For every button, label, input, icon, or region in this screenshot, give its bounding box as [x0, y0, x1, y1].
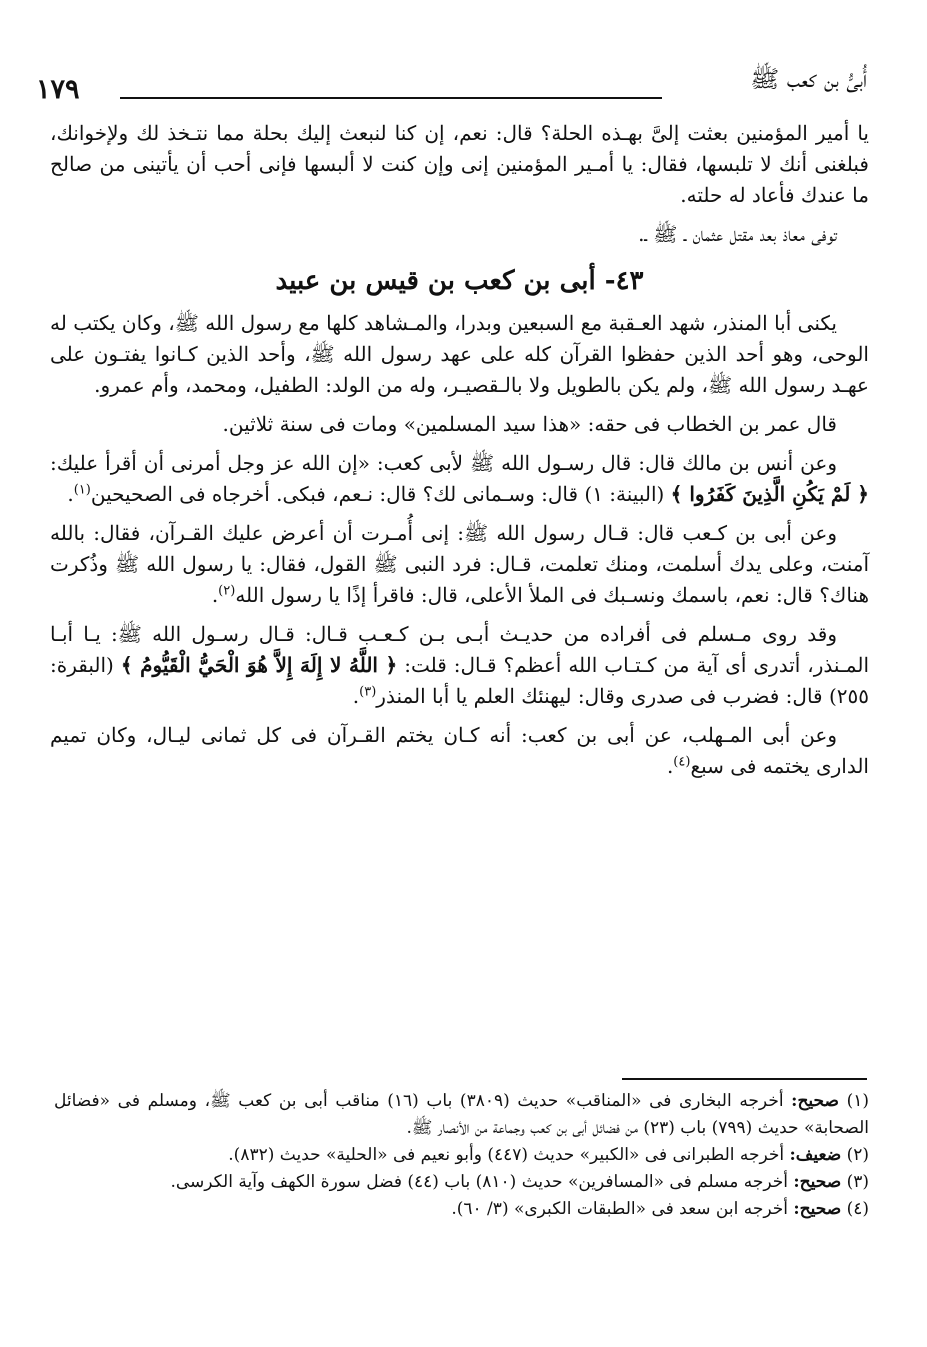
- footnote: [54, 1196, 869, 1223]
- footnote: [54, 1142, 869, 1169]
- page-header: [36, 64, 867, 108]
- paragraph-text: (البقرة: ٢٥٥) قال: فضرب فى صدرى وقال: ليهنئك العلم يا أبا المنذر: [50, 653, 869, 708]
- footnote-grade: صحيح:: [793, 1199, 842, 1219]
- paragraph: [50, 518, 869, 611]
- footnote-text: أخرجه الطبرانى فى «الكبير» حديث (٤٤٧) وأبو نعيم فى «الحلية» حديث (٨٣٢).: [228, 1145, 790, 1165]
- footnote: [54, 1088, 869, 1142]
- paragraph: يا أمير المؤمنين بعثت إلىَّ بهـذه الحلة؟ قال: نعم، إن كنا لنبعث إليك بحلة مما نتـخذ لك ولإخوانك، فبلغنى أنك لا تلبسها، فقال: يا أمـير المؤمنين إنى وإن كنت لا ألبسها فإنى أحب أن يأتينى من صالح ما عندك فأعاد له حلته.: [50, 121, 869, 207]
- paragraph: [50, 720, 869, 782]
- paragraph-end: .: [352, 684, 360, 708]
- paragraph: [50, 448, 869, 510]
- paragraph-text: (البينة: ١) قال: وسـمانى لك؟ قال: نـعم، فبكى. أخرجاه فى الصحيحين: [90, 482, 671, 506]
- footnote-ref: (٢): [218, 583, 236, 599]
- paragraph-text: وعن أنس بن مالك قال: قال رسـول الله ﷺ لأبى كعب: «إن الله عز وجل أمرنى أن أقرأ عليك:: [50, 451, 837, 475]
- paragraph-text: وقد روى مـسلم فى أفراده من حديـث أبـى بـن كـعـب قـال: قـال رسـول الله ﷺ: يـا أبـا المـنذر، أتدرى أى آية من كـتـاب الله أعظم؟ قـال: قلت:: [50, 622, 870, 677]
- footnote-ref: (١): [73, 482, 91, 498]
- paragraph: قال عمر بن الخطاب فى حقه: «هذا سيد المسلمين» ومات فى سنة ثلاثين.: [222, 412, 837, 436]
- footnote-number: (٢): [846, 1145, 869, 1165]
- footnote-ref: (٤): [673, 754, 691, 770]
- section-title: ٤٣- أبى بن كعب بن قيس بن عبيد: [275, 266, 644, 296]
- paragraph-text: وعن أبى المـهلب، عن أبى بن كعب: أنه كـان يختم القـرآن فى كل ثمانى ليـال، وكان تميم الدارى يختمه فى سبع: [50, 723, 869, 778]
- header-rule: [120, 97, 662, 99]
- footnote-number: (١): [846, 1091, 870, 1111]
- footnote-number: (٣): [846, 1172, 869, 1192]
- footnote-text: أخرجه البخارى فى «المناقب» حديث (٣٨٠٩) باب (١٦) مناقب أبى بن كعب ﷺ، ومسلم فى «فضائل الصحابة» حديث (٧٩٩) باب (٢٣) من فضائل أبى بن كعب وجماعة من الأنصار ﷺ.: [54, 1091, 869, 1138]
- body-text: [50, 118, 869, 790]
- running-head: أُبىُّ بن كعب ﷺ: [750, 65, 867, 93]
- footnote-grade: ضعيف:: [789, 1145, 842, 1165]
- footnotes: [54, 1088, 869, 1223]
- quran-verse: ﴿ اللَّهُ لا إِلَهَ إِلاَّ هُوَ الْحَيُّ الْقَيُّومُ ﴾: [120, 653, 398, 677]
- paragraph: يكنى أبا المنذر، شهد العـقبة مع السبعين وبدرا، والمـشاهد كلها مع رسول الله ﷺ، وكان يكتب له الوحى، وهو أحد الذين حفظوا القرآن كله على عهد رسول الله ﷺ، وأحد الذين كـانوا يفتـون على عهـد رسول الله ﷺ، ولم يكن بالطويل ولا بالـقصيـر، وله من الولد: الطفيل، ومحمد، وأم عمرو.: [50, 311, 869, 397]
- footnote-grade: صحيح:: [791, 1091, 839, 1111]
- quran-verse: ﴿ لَمْ يَكُنِ الَّذِينَ كَفَرُوا ﴾: [670, 482, 869, 506]
- page-number: ١٧٩: [36, 74, 80, 105]
- paragraph-end: .: [666, 754, 674, 778]
- footnote-ref: (٣): [359, 684, 377, 700]
- paragraph: [50, 619, 869, 712]
- paragraph: توفى معاذ بعد مقتل عثمان ـ ﷺ ـ.: [638, 222, 837, 246]
- paragraph-end: .: [67, 482, 74, 506]
- footnote: [54, 1169, 869, 1196]
- footnote-text: أخرجه مسلم فى «المسافرين» حديث (٨١٠) باب (٤٤) فضل سورة الكهف وآية الكرسى.: [170, 1172, 794, 1192]
- footnote-grade: صحيح:: [793, 1172, 842, 1192]
- footnote-number: (٤): [846, 1199, 869, 1219]
- paragraph-end: .: [211, 583, 219, 607]
- footnote-rule: [622, 1078, 867, 1080]
- paragraph-text: وعن أبى بن كـعب قال: قـال رسول الله ﷺ: إنى أُمـرت أن أعرض عليك القـرآن، فقال: بالله آمنت، وعلى يدك أسلمت، ومنك تعلمت، قـال: فرد النبى ﷺ القول، فقال: يا رسول الله ﷺ وذُكرت هناك؟ قال: نعم، باسمك ونسـبك فى الملأ الأعلى، قال: فاقرأ إذًا يا رسول الله: [50, 521, 869, 607]
- footnote-text: أخرجه ابن سعد فى «الطبقات الكبرى» (٣/ ٦٠).: [451, 1199, 794, 1219]
